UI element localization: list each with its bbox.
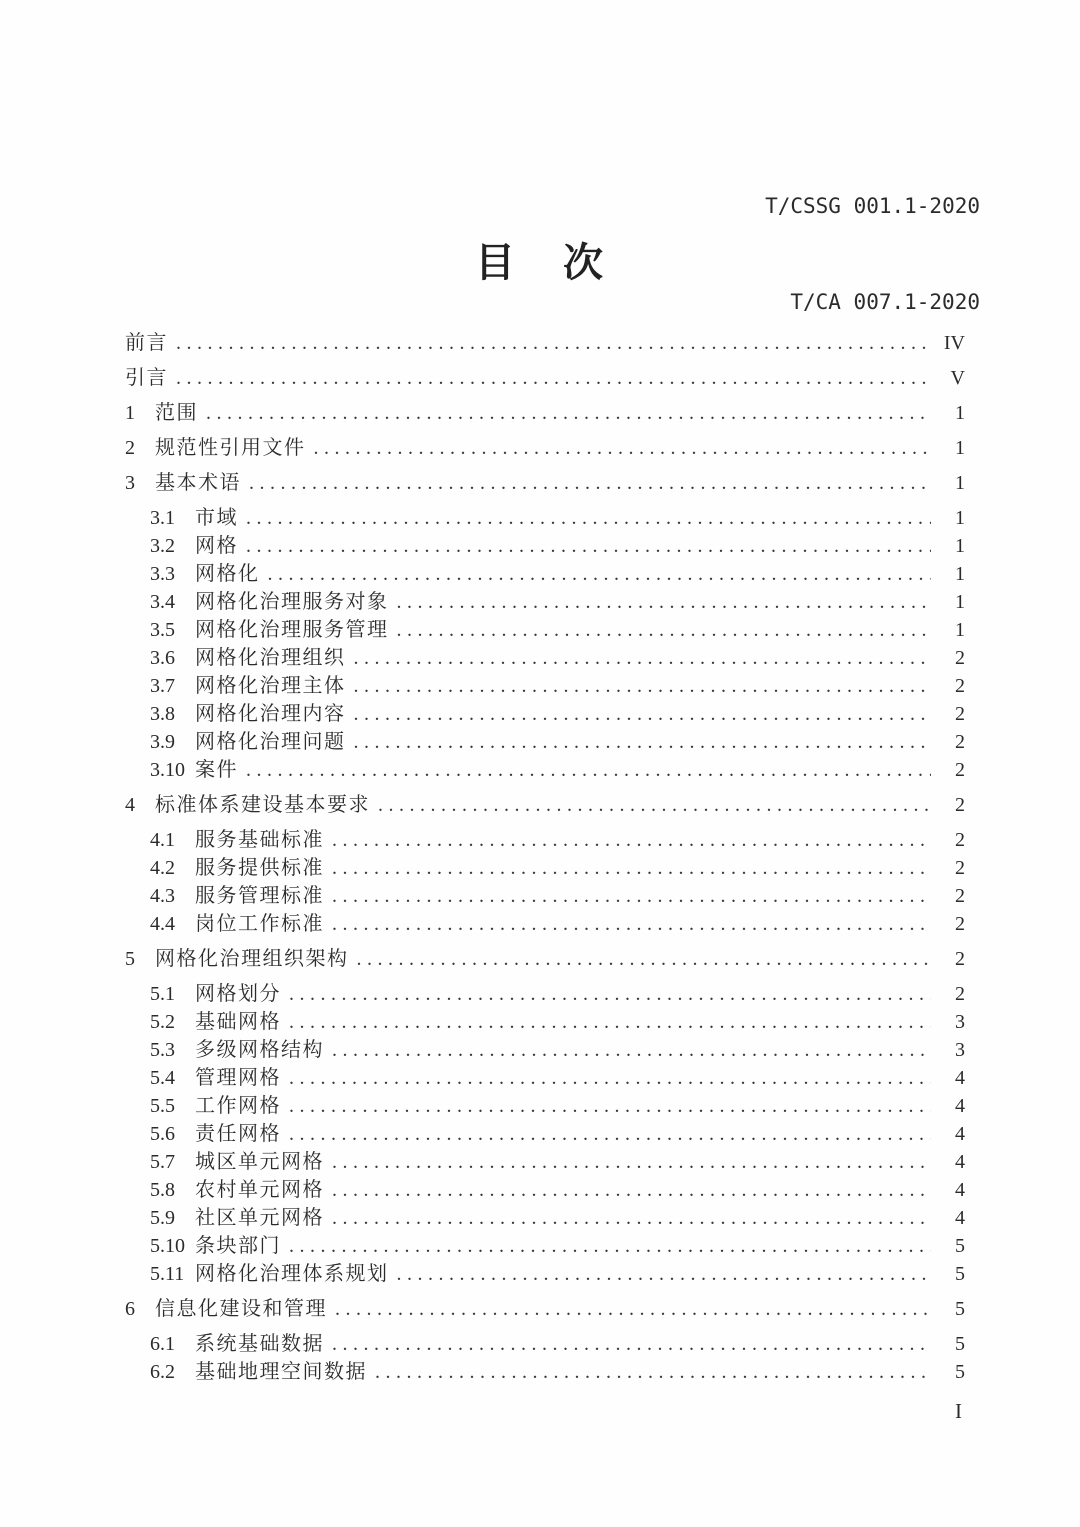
toc-entry-page: 2 (955, 983, 965, 1005)
toc-entry (125, 910, 965, 938)
toc-entry (125, 532, 965, 560)
toc-entry-label: 网格化治理主体 (195, 675, 346, 697)
document-code-line: T/CSSG 001.1-2020 (765, 194, 980, 218)
toc-entry-number: 3.7 (150, 675, 175, 697)
dot-leader (246, 756, 931, 784)
toc-entry-number: 5.2 (150, 1011, 175, 1033)
toc-entry-page: 2 (955, 794, 965, 816)
dot-leader (289, 1232, 931, 1260)
toc-entry (125, 469, 965, 497)
toc-entry-page: 1 (955, 619, 965, 641)
toc-entry-label: 网格化 (195, 563, 260, 585)
toc-entry-label: 多级网格结构 (195, 1039, 324, 1061)
toc-entry-page: 2 (955, 675, 965, 697)
toc-entry-number: 5.5 (150, 1095, 175, 1117)
toc-entry (125, 434, 965, 462)
toc-entry-label: 基础地理空间数据 (195, 1361, 367, 1383)
dot-leader (335, 1295, 931, 1323)
dot-leader (332, 1148, 931, 1176)
toc-entry-page: 4 (955, 1123, 965, 1145)
toc-entry-page: 4 (955, 1095, 965, 1117)
dot-leader (268, 560, 932, 588)
dot-leader (332, 882, 931, 910)
toc-entry-number: 3.3 (150, 563, 175, 585)
dot-leader (289, 980, 931, 1008)
toc-entry-page: 3 (955, 1039, 965, 1061)
toc-entry (125, 672, 965, 700)
toc-entry (125, 616, 965, 644)
toc-entry-number: 5.1 (150, 983, 175, 1005)
toc-entry-label: 网格化治理服务管理 (195, 619, 389, 641)
toc-entry-label: 基本术语 (155, 472, 241, 494)
toc-entry-page: 2 (955, 885, 965, 907)
toc-entry-page: V (950, 367, 965, 389)
toc-entry-label: 基础网格 (195, 1011, 281, 1033)
toc-entry-number: 5.8 (150, 1179, 175, 1201)
toc-entry-number: 6.1 (150, 1333, 175, 1355)
toc-entry (125, 791, 965, 819)
toc-entry-page: 5 (955, 1298, 965, 1320)
toc-entry-label: 条块部门 (195, 1235, 281, 1257)
dot-leader (397, 588, 932, 616)
toc-entry-label: 社区单元网格 (195, 1207, 324, 1229)
toc-entry (125, 1148, 965, 1176)
toc-entry-label: 规范性引用文件 (155, 437, 306, 459)
toc-entry-number: 3.4 (150, 591, 175, 613)
toc-entry-label: 网格 (195, 535, 238, 557)
toc-entry-page: 2 (955, 913, 965, 935)
toc-entry-label: 网格化治理服务对象 (195, 591, 389, 613)
toc-entry-page: 5 (955, 1235, 965, 1257)
dot-leader (289, 1120, 931, 1148)
toc-entry (125, 1295, 965, 1323)
toc-entry (125, 399, 965, 427)
toc-entry (125, 1358, 965, 1386)
toc-entry-page: 1 (955, 437, 965, 459)
toc-entry-page: 4 (955, 1207, 965, 1229)
toc-entry-label: 岗位工作标准 (195, 913, 324, 935)
dot-leader (246, 532, 931, 560)
toc-entry-number: 5.7 (150, 1151, 175, 1173)
toc-entry-page: 4 (955, 1151, 965, 1173)
toc-entry-number: 3.5 (150, 619, 175, 641)
dot-leader (354, 700, 932, 728)
toc-entry (125, 1008, 965, 1036)
toc-entry-number: 6.2 (150, 1361, 175, 1383)
toc-entry-page: IV (943, 332, 965, 354)
toc-entry-label: 网格化治理体系规划 (195, 1263, 389, 1285)
toc-entry-page: 5 (955, 1361, 965, 1383)
dot-leader (249, 469, 931, 497)
toc-entry-number: 5.11 (150, 1263, 185, 1285)
toc-entry-page: 2 (955, 829, 965, 851)
toc-entry (125, 1232, 965, 1260)
dot-leader (397, 616, 932, 644)
dot-leader (332, 826, 931, 854)
toc-entry-label: 农村单元网格 (195, 1179, 324, 1201)
toc-entry-label: 网格划分 (195, 983, 281, 1005)
toc-entry-number: 3.10 (150, 759, 185, 781)
toc-entry (125, 364, 965, 392)
toc-entry (125, 560, 965, 588)
toc-entry-page: 1 (955, 563, 965, 585)
toc-entry (125, 329, 965, 357)
toc-entry-label: 责任网格 (195, 1123, 281, 1145)
dot-leader (314, 434, 932, 462)
toc-entry-number: 4.3 (150, 885, 175, 907)
toc-entry (125, 728, 965, 756)
toc-entry-page: 1 (955, 507, 965, 529)
dot-leader (397, 1260, 932, 1288)
dot-leader (332, 1330, 931, 1358)
dot-leader (332, 1176, 931, 1204)
toc-entry-label: 信息化建设和管理 (155, 1298, 327, 1320)
toc-entry-label: 网格化治理内容 (195, 703, 346, 725)
toc-entry-label: 市域 (195, 507, 238, 529)
dot-leader (289, 1092, 931, 1120)
toc-entry-label: 管理网格 (195, 1067, 281, 1089)
toc-entry-page: 2 (955, 857, 965, 879)
toc-entry-label: 网格化治理组织架构 (155, 948, 349, 970)
toc-entry (125, 1204, 965, 1232)
toc-entry-page: 2 (955, 647, 965, 669)
dot-leader (354, 672, 932, 700)
toc-entry-label: 城区单元网格 (195, 1151, 324, 1173)
toc-entry (125, 1330, 965, 1358)
toc-entry-label: 服务基础标准 (195, 829, 324, 851)
toc-entry-page: 4 (955, 1067, 965, 1089)
toc-entry-number: 4.1 (150, 829, 175, 851)
dot-leader (378, 791, 931, 819)
dot-leader (375, 1358, 931, 1386)
toc-entry-page: 5 (955, 1263, 965, 1285)
toc-entry-page: 2 (955, 703, 965, 725)
dot-leader (357, 945, 932, 973)
toc-entry-number: 5.9 (150, 1207, 175, 1229)
toc-entry-number: 4.2 (150, 857, 175, 879)
document-code-line: T/CA 007.1-2020 (790, 290, 980, 314)
toc-entry-page: 2 (955, 948, 965, 970)
toc-entry (125, 1036, 965, 1064)
toc-entry-number: 3.2 (150, 535, 175, 557)
toc-entry-number: 5.3 (150, 1039, 175, 1061)
dot-leader (354, 644, 932, 672)
dot-leader (289, 1008, 931, 1036)
toc-entry-page: 1 (955, 472, 965, 494)
toc-entry (125, 504, 965, 532)
toc-entry-number: 4 (125, 794, 135, 816)
dot-leader (332, 1036, 931, 1064)
toc-entry-number: 4.4 (150, 913, 175, 935)
footer-page-number: I (955, 1399, 962, 1423)
toc-entry-label: 引言 (125, 367, 168, 389)
toc-entry (125, 1120, 965, 1148)
toc-entry-page: 1 (955, 402, 965, 424)
toc-entry-page: 1 (955, 535, 965, 557)
toc-entry (125, 1260, 965, 1288)
table-of-contents (125, 322, 965, 1386)
dot-leader (246, 504, 931, 532)
toc-entry (125, 1092, 965, 1120)
toc-entry-number: 5 (125, 948, 135, 970)
toc-entry-number: 6 (125, 1298, 135, 1320)
toc-entry-label: 服务提供标准 (195, 857, 324, 879)
toc-entry-page: 4 (955, 1179, 965, 1201)
toc-entry-label: 范围 (155, 402, 198, 424)
toc-entry (125, 945, 965, 973)
toc-entry (125, 826, 965, 854)
toc-entry-number: 3.1 (150, 507, 175, 529)
toc-entry-label: 标准体系建设基本要求 (155, 794, 370, 816)
dot-leader (332, 910, 931, 938)
dot-leader (176, 364, 931, 392)
dot-leader (289, 1064, 931, 1092)
toc-entry-label: 网格化治理组织 (195, 647, 346, 669)
toc-entry-number: 5.10 (150, 1235, 185, 1257)
toc-entry-number: 1 (125, 402, 135, 424)
toc-entry-number: 3 (125, 472, 135, 494)
toc-entry (125, 644, 965, 672)
toc-entry-number: 2 (125, 437, 135, 459)
dot-leader (332, 854, 931, 882)
toc-entry-number: 3.9 (150, 731, 175, 753)
toc-entry (125, 854, 965, 882)
toc-entry-label: 系统基础数据 (195, 1333, 324, 1355)
toc-entry (125, 756, 965, 784)
toc-entry-label: 服务管理标准 (195, 885, 324, 907)
toc-entry-label: 网格化治理问题 (195, 731, 346, 753)
dot-leader (354, 728, 932, 756)
page-title: 目 次 (475, 240, 605, 285)
toc-entry-page: 2 (955, 731, 965, 753)
toc-entry-page: 3 (955, 1011, 965, 1033)
toc-entry-number: 3.8 (150, 703, 175, 725)
dot-leader (176, 329, 931, 357)
toc-entry-label: 工作网格 (195, 1095, 281, 1117)
toc-entry (125, 882, 965, 910)
dot-leader (206, 399, 931, 427)
toc-entry-page: 2 (955, 759, 965, 781)
toc-entry-number: 5.4 (150, 1067, 175, 1089)
toc-entry-number: 5.6 (150, 1123, 175, 1145)
toc-entry-page: 5 (955, 1333, 965, 1355)
toc-entry (125, 1064, 965, 1092)
toc-entry-page: 1 (955, 591, 965, 613)
toc-entry (125, 700, 965, 728)
dot-leader (332, 1204, 931, 1232)
toc-entry (125, 1176, 965, 1204)
toc-entry-number: 3.6 (150, 647, 175, 669)
toc-entry (125, 980, 965, 1008)
toc-entry-label: 前言 (125, 332, 168, 354)
toc-entry (125, 588, 965, 616)
toc-entry-label: 案件 (195, 759, 238, 781)
